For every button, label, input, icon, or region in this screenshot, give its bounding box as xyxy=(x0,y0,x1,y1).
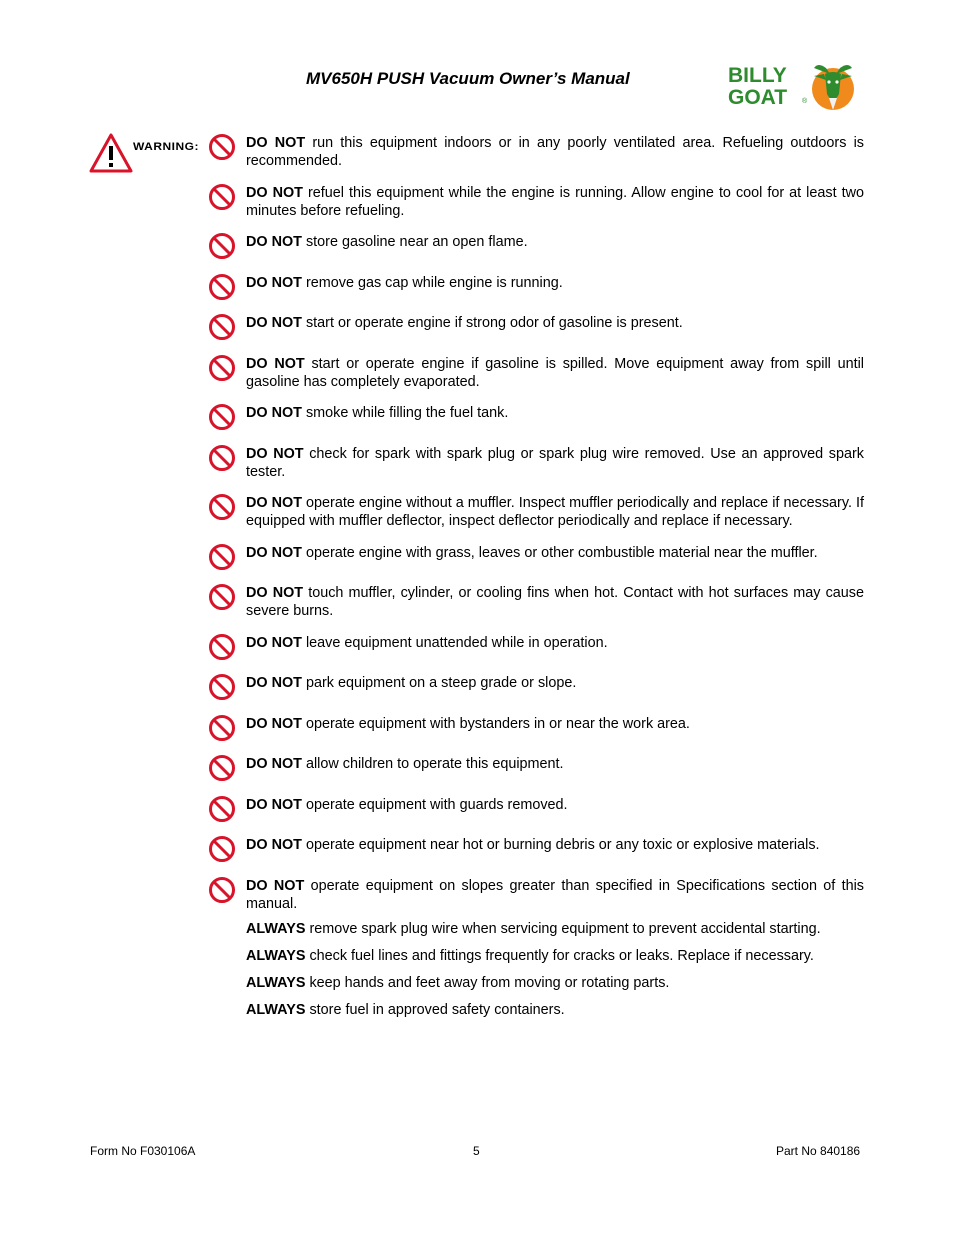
logo-text-line2: GOAT xyxy=(728,86,788,109)
list-item xyxy=(208,715,864,742)
rule-body: operate engine without a muffler. Inspect muffler periodically and replace if necessary. If equipped with muffler deflector, inspect deflector periodically and replace if necessary. xyxy=(246,495,864,529)
always-body: remove spark plug wire when servicing equipment to prevent accidental starting. xyxy=(305,921,821,937)
rule-keyword: DO NOT xyxy=(246,796,302,813)
prohibited-icon xyxy=(208,633,236,661)
list-item xyxy=(208,796,864,823)
rule-keyword: DO NOT xyxy=(246,355,305,372)
rule-body: touch muffler, cylinder, or cooling fins when hot. Contact with hot surfaces may cause severe burns. xyxy=(246,585,864,619)
rule-body: store gasoline near an open flame. xyxy=(301,234,528,250)
always-keyword: ALWAYS xyxy=(246,1002,306,1018)
rule-keyword: DO NOT xyxy=(246,315,302,331)
logo-text-line1: BILLY xyxy=(728,64,787,87)
rule-text xyxy=(246,494,864,530)
logo-registered-mark: ® xyxy=(802,98,808,105)
rule-text xyxy=(246,796,864,814)
list-item xyxy=(208,314,864,341)
list-item xyxy=(208,274,864,301)
rule-text xyxy=(246,274,864,292)
rule-keyword: DO NOT xyxy=(246,634,302,651)
rule-body: start or operate engine if strong odor of gasoline is present. xyxy=(301,315,683,331)
rule-keyword: DO NOT xyxy=(246,877,305,894)
prohibited-icon xyxy=(208,876,236,904)
prohibited-icon xyxy=(208,403,236,431)
prohibited-icon xyxy=(208,313,236,341)
list-item xyxy=(208,836,864,863)
always-keyword: ALWAYS xyxy=(246,921,306,937)
prohibited-icon xyxy=(208,232,236,260)
rule-keyword: DO NOT xyxy=(246,405,302,421)
rule-body: smoke while filling the fuel tank. xyxy=(301,405,509,421)
prohibited-icon xyxy=(208,444,236,472)
rule-text xyxy=(246,544,864,562)
prohibited-icon xyxy=(208,273,236,301)
prohibited-icon xyxy=(208,583,236,611)
rule-body: remove gas cap while engine is running. xyxy=(301,274,563,291)
rule-keyword: DO NOT xyxy=(246,756,302,772)
list-item xyxy=(208,634,864,661)
rule-text xyxy=(246,445,864,481)
page-title: MV650H PUSH Vacuum Owner’s Manual xyxy=(306,69,630,88)
rule-keyword: DO NOT xyxy=(246,135,306,151)
prohibited-icon xyxy=(208,493,236,521)
footer-page-number: 5 xyxy=(473,1144,480,1158)
always-keyword: ALWAYS xyxy=(246,948,306,964)
prohibited-icon xyxy=(208,795,236,823)
list-item xyxy=(208,445,864,481)
rule-text xyxy=(246,877,864,913)
rule-keyword: DO NOT xyxy=(246,234,302,250)
rule-body: leave equipment unattended while in operation. xyxy=(301,634,608,651)
list-item xyxy=(208,184,864,220)
prohibited-icon xyxy=(208,673,236,701)
prohibited-icon xyxy=(208,354,236,382)
footer-form-no: Form No F030106A xyxy=(90,1144,196,1158)
rule-text xyxy=(246,134,864,170)
rule-text xyxy=(246,634,864,652)
list-item xyxy=(208,755,864,782)
goat-head-icon xyxy=(812,65,854,110)
rule-body: start or operate engine if gasoline is spilled. Move equipment away from spill until gasoline has completely evaporated. xyxy=(246,355,864,390)
rule-text xyxy=(246,314,864,332)
rule-keyword: DO NOT xyxy=(246,585,304,601)
rule-body: refuel this equipment while the engine is running. Allow engine to cool for at least two minutes before refueling. xyxy=(246,184,864,219)
rule-keyword: DO NOT xyxy=(246,495,302,511)
rule-text xyxy=(246,404,864,422)
rule-body: operate equipment with bystanders in or near the work area. xyxy=(301,715,690,732)
list-item xyxy=(208,233,864,260)
list-item xyxy=(208,404,864,431)
rule-body: operate engine with grass, leaves or other combustible material near the muffler. xyxy=(301,544,818,561)
prohibited-icon xyxy=(208,714,236,742)
billy-goat-logo xyxy=(726,58,858,112)
list-item xyxy=(246,947,864,965)
rule-body: allow children to operate this equipment. xyxy=(301,756,564,772)
rule-text xyxy=(246,184,864,220)
prohibited-icon xyxy=(208,133,236,161)
rule-text xyxy=(246,836,864,854)
rule-text xyxy=(246,755,864,773)
rule-body: operate equipment on slopes greater than specified in Specifications section of this manual. xyxy=(246,877,864,912)
do-not-list xyxy=(208,134,864,926)
warning-label: WARNING: xyxy=(133,139,199,153)
list-item xyxy=(208,674,864,701)
rule-text xyxy=(246,674,864,692)
list-item xyxy=(246,1001,864,1019)
rule-keyword: DO NOT xyxy=(246,715,302,732)
rule-body: operate equipment with guards removed. xyxy=(301,796,568,813)
prohibited-icon xyxy=(208,543,236,571)
rule-body: check for spark with spark plug or spark plug wire removed. Use an approved spark tester. xyxy=(246,445,864,480)
list-item xyxy=(246,974,864,992)
list-item xyxy=(208,134,864,170)
rule-keyword: DO NOT xyxy=(246,274,302,291)
always-body: check fuel lines and fittings frequently for cracks or leaks. Replace if necessary. xyxy=(305,948,814,964)
list-item xyxy=(208,584,864,620)
list-item xyxy=(208,544,864,571)
always-body: keep hands and feet away from moving or rotating parts. xyxy=(305,975,670,991)
rule-keyword: DO NOT xyxy=(246,837,302,853)
rule-text xyxy=(246,584,864,620)
rule-body: park equipment on a steep grade or slope. xyxy=(301,675,577,691)
rule-keyword: DO NOT xyxy=(246,184,303,201)
rule-keyword: DO NOT xyxy=(246,675,302,691)
rule-keyword: DO NOT xyxy=(246,445,304,462)
list-item xyxy=(208,355,864,391)
prohibited-icon xyxy=(208,754,236,782)
rule-text xyxy=(246,233,864,251)
prohibited-icon xyxy=(208,835,236,863)
rule-keyword: DO NOT xyxy=(246,544,302,561)
rule-text xyxy=(246,355,864,391)
footer-part-no: Part No 840186 xyxy=(776,1144,861,1158)
rule-text xyxy=(246,715,864,733)
warning-triangle-icon xyxy=(89,131,207,175)
list-item xyxy=(246,920,864,938)
list-item xyxy=(208,877,864,913)
always-body: store fuel in approved safety containers. xyxy=(305,1002,565,1018)
always-list xyxy=(246,920,864,1028)
list-item xyxy=(208,494,864,530)
always-keyword: ALWAYS xyxy=(246,975,306,991)
rule-body: run this equipment indoors or in any poorly ventilated area. Refueling outdoors is recommended. xyxy=(246,135,864,169)
rule-body: operate equipment near hot or burning debris or any toxic or explosive materials. xyxy=(301,837,820,853)
prohibited-icon xyxy=(208,183,236,211)
